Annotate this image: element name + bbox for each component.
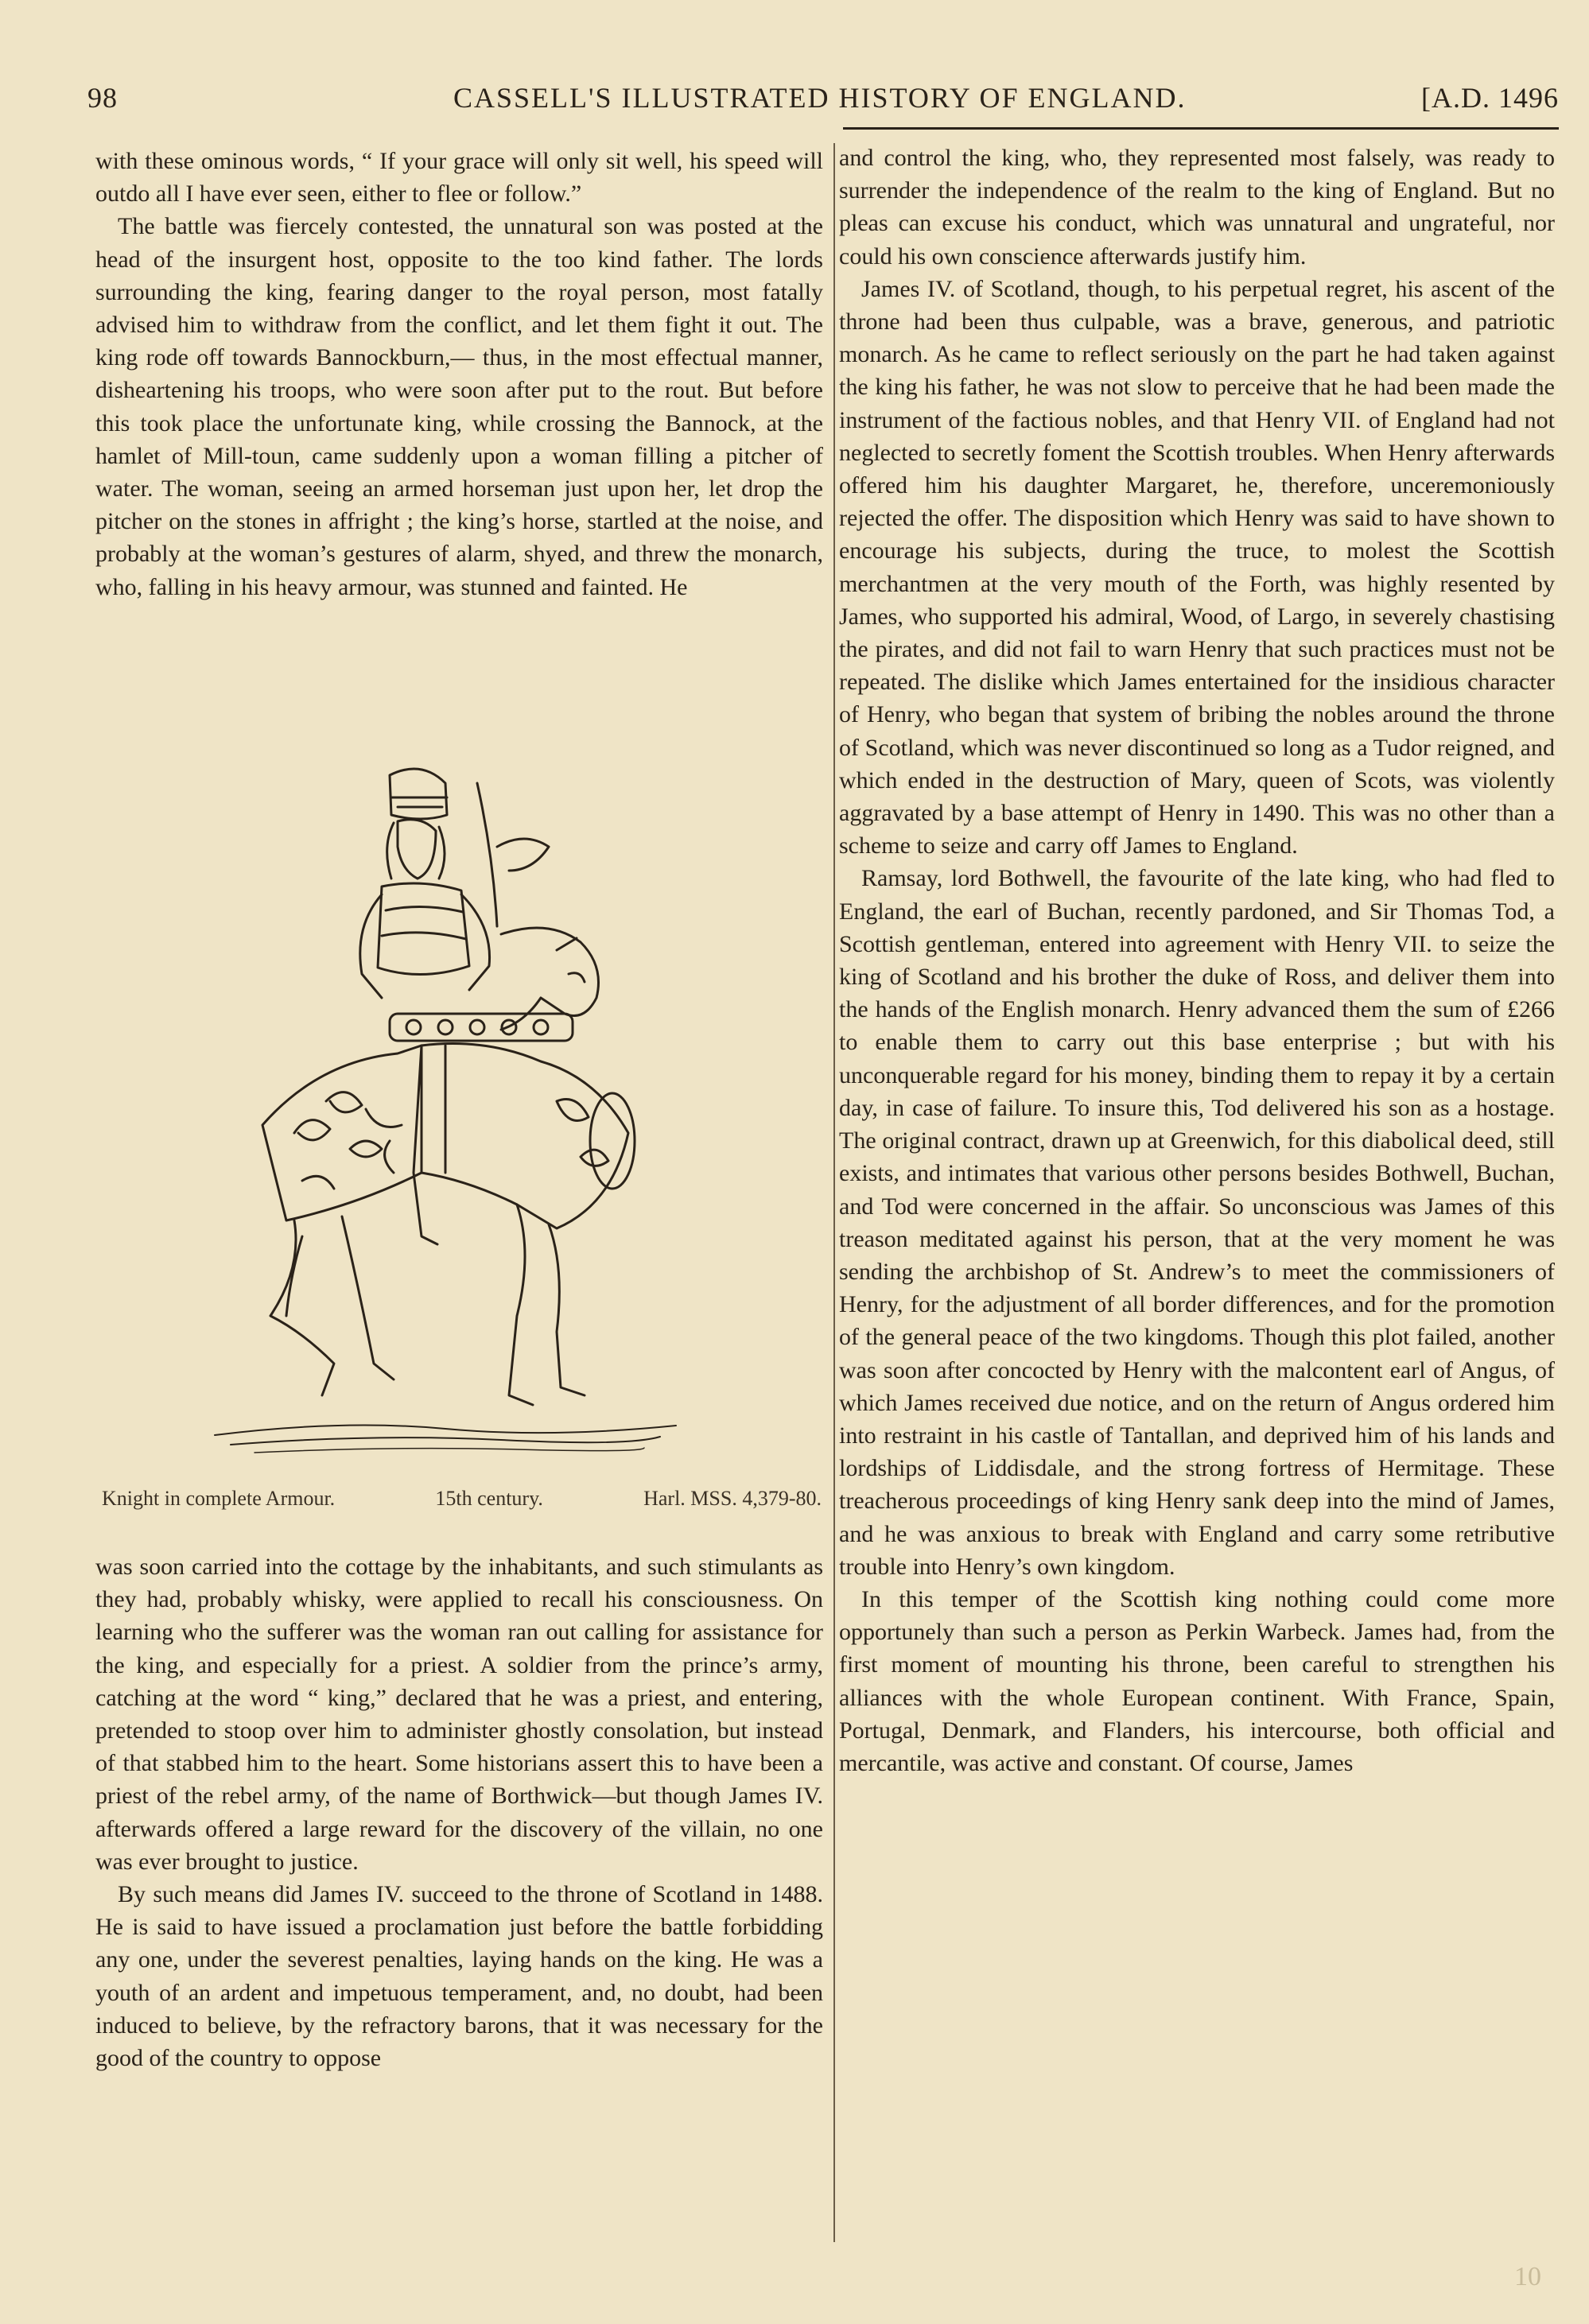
running-title: CASSELL'S ILLUSTRATED HISTORY OF ENGLAND. (453, 82, 1187, 114)
paragraph: with these ominous words, “ If your grace will only sit well, his speed will outdo all I have ever seen, either to flee or follow.” (95, 148, 823, 208)
header-rule (843, 127, 1559, 130)
page-number: 98 (87, 82, 118, 114)
paragraph: James IV. of Scotland, though, to his perpetual regret, his ascent of the throne had been thus culpable, was a brave, generous, and patriotic monarch. As he came to reflect seriously on the part he had taken against the king his father, he was not slow to perceive that he had been made the instrument of the factious nobles, and that Henry VII. of England had not neglected to secretly foment the Scottish troubles. When Henry afterwards offered him his daughter Margaret, he, therefore, unceremoniously rejected the offer. The disposition which Henry was said to have shown to encourage his subjects, during the truce, to molest the Scottish merchantmen at the very mouth of the Forth, was highly resented by James, who supported his admiral, Wood, of Largo, in severely chastising the pirates, and did not fail to warn Henry that such practices must not be repeated. The dislike which James entertained for the insidious character of Henry, who began that system of bribing the nobles around the throne of Scotland, which was never discontinued so long as a Tudor reigned, and which ended in the destruction of Mary, queen of Scots, was violently aggravated by a base attempt of Henry in 1490. This was no other than a scheme to seize and carry off James to England. (839, 275, 1555, 859)
left-column-bottom (95, 1550, 823, 2074)
right-column (839, 142, 1555, 1779)
paragraph: By such means did James IV. succeed to the throne of Scotland in 1488. He is said to have issued a proclamation just before the battle forbidding any one, under the severest penalties, laying hands on the king. He was a youth of an ardent and impetuous temperament, and, no doubt, had been induced to believe, by the refractory barons, that it was necessary for the good of the country to oppose (95, 1881, 823, 2072)
left-column-top (95, 145, 823, 603)
knight-illustration (183, 759, 692, 1459)
caption-period: 15th century. (435, 1487, 543, 1510)
caption-source: Harl. MSS. 4,379-80. (643, 1487, 822, 1510)
caption-subject: Knight in complete Armour. (102, 1487, 336, 1510)
header-date: [A.D. 1496 (1421, 82, 1559, 114)
figure-caption (102, 1487, 822, 1511)
paragraph: was soon carried into the cottage by the inhabitants, and such stimulants as they had, probably whisky, were applied to recall his consciousness. On learning who the sufferer was the woman ran out calling for assistance for the king, and especially for a priest. A soldier from the prince’s army, catching at the word “ king,” declared that he was a priest, and entering, pretended to stoop over him to administer ghostly consolation, but instead of that stabbed him to the heart. Some historians assert this to have been a priest of the rebel army, of the name of Borthwick—but though James IV. afterwards offered a large reward for the discovery of the villain, no one was ever brought to justice. (95, 1554, 823, 1875)
paragraph: In this temper of the Scottish king nothing could come more opportunely than such a person as Perkin Warbeck. James had, from the first moment of mounting his throne, been careful to strengthen his alliances with the whole European continent. With France, Spain, Portugal, Denmark, and Flanders, his intercourse, both official and mercantile, was active and constant. Of course, James (839, 1585, 1555, 1776)
paragraph: and control the king, who, they represented most falsely, was ready to surrender the independence of the realm to the king of England. But no pleas can excuse his conduct, which was unnatural and ungrateful, nor could his own conscience afterwards justify him. (839, 145, 1555, 270)
paragraph: Ramsay, lord Bothwell, the favourite of the late king, who had fled to England, the earl of Buchan, recently pardoned, and Sir Thomas Tod, a Scottish gentleman, entered into agreement with Henry VII. to seize the king of Scotland and his brother the duke of Ross, and deliver them into the hands of the English monarch. Henry advanced them the sum of £266 to enable them to carry out this base enterprise ; but with his unconquerable regard for his money, binding them to repay it by a certain day, in case of failure. To insure this, Tod delivered his son as a hostage. The original contract, drawn up at Greenwich, for this diabolical deed, still exists, and intimates that various other persons besides Bothwell, Buchan, and Tod were concerned in the affair. So unconscious was James of this treason meditated against his person, that at the very moment he was sending the archbishop of St. Andrew’s to meet the commissioners of Henry, for the adjustment of all border differences, and for the promotion of the general peace of the two kingdoms. Though this plot failed, another was soon after concocted by Henry with the malcontent earl of Angus, of which James received due notice, and on the return of Angus ordered him into restraint in his castle of Tantallan, and deprived him of his lands and lordships of Liddisdale, and the strong fortress of Hermitage. These treacherous proceedings of king Henry sank deep into the mind of James, and he was anxious to break with England and carry some retributive trouble into Henry’s own kingdom. (839, 865, 1555, 1580)
folio-mark: 10 (1514, 2262, 1541, 2291)
column-divider (833, 143, 835, 2242)
paragraph: The battle was fiercely contested, the unnatural son was posted at the head of the insurgent host, opposite to the too kind father. The lords surrounding the king, fearing danger to the royal person, most fatally advised him to withdraw from the conflict, and let them fight it out. The king rode off towards Bannockburn,— thus, in the most effectual manner, disheartening his troops, who were soon after put to the rout. But before this took place the unfortunate king, while crossing the Bannock, at the hamlet of Mill-toun, came suddenly upon a woman filling a pitcher of water. The woman, seeing an armed horseman just upon her, let drop the pitcher on the stones in affright ; the king’s horse, startled at the noise, and probably at the woman’s gestures of alarm, shyed, and threw the monarch, who, falling in his heavy armour, was stunned and fainted. He (95, 213, 823, 600)
running-header (87, 81, 1559, 119)
